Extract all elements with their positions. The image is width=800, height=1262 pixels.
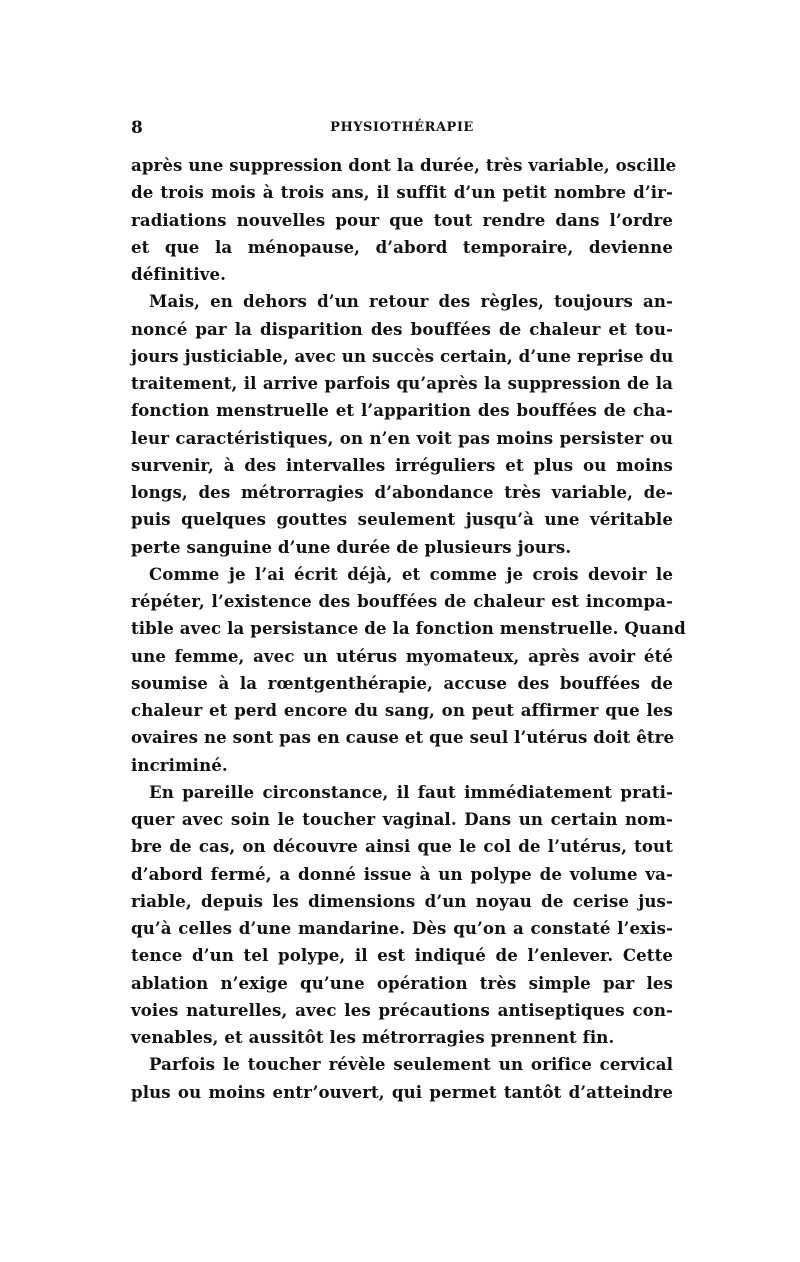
text-line: Parfois le toucher révèle seulement un orifice cervical	[149, 1054, 673, 1075]
text-line: voies naturelles, avec les précautions antiseptiques con-	[131, 999, 673, 1020]
text-line: ovaires ne sont pas en cause et que seul l’utérus doit être	[131, 727, 675, 748]
text-line: perte sanguine d’une durée de plusieurs jours.	[131, 536, 572, 557]
text-line: bre de cas, on découvre ainsi que le col de l’utérus, tout	[131, 836, 673, 857]
text-line: de trois mois à trois ans, il suffit d’un petit nombre d’ir-	[131, 182, 673, 203]
text-line: après une suppression dont la durée, très variable, oscille	[131, 155, 677, 175]
text-line: d’abord fermé, a donné issue à un polype de volume va-	[131, 863, 673, 884]
text-line: fonction menstruelle et l’apparition des bouffées de cha-	[131, 400, 673, 421]
text-line: plus ou moins entr’ouvert, qui permet tantôt d’atteindre	[131, 1081, 673, 1102]
text-line: Comme je l’ai écrit déjà, et comme je crois devoir le	[149, 563, 673, 584]
running-title: PHYSIOTHÉRAPIE	[330, 120, 474, 135]
text-line: incriminé.	[131, 754, 228, 775]
text-line: puis quelques gouttes seulement jusqu’à une véritable	[131, 509, 673, 530]
text-line: traitement, il arrive parfois qu’après la suppression de la	[131, 373, 673, 393]
text-line: jours justiciable, avec un succès certain, d’une reprise du	[131, 345, 674, 366]
text-line: En pareille circonstance, il faut immédiatement prati-	[149, 781, 673, 802]
text-line: quer avec soin le toucher vaginal. Dans un certain nom-	[131, 809, 673, 829]
text-line: tence d’un tel polype, il est indiqué de l’enlever. Cette	[131, 945, 673, 966]
page-number: 8	[131, 118, 143, 138]
text-line: survenir, à des intervalles irréguliers et plus ou moins	[131, 454, 673, 475]
text-line: venables, et aussitôt les métrorragies prennent fin.	[131, 1027, 615, 1047]
body-text	[131, 152, 686, 1106]
text-line: ablation n’exige qu’une opération très simple par les	[131, 972, 673, 993]
text-line: qu’à celles d’une mandarine. Dès qu’on a constaté l’exis-	[131, 918, 673, 938]
text-line: répéter, l’existence des bouffées de chaleur est incompa-	[131, 591, 673, 611]
text-line: Mais, en dehors d’un retour des règles, toujours an-	[149, 291, 673, 312]
text-line: soumise à la rœntgenthérapie, accuse des bouffées de	[131, 672, 673, 693]
text-line: chaleur et perd encore du sang, on peut affirmer que les	[131, 700, 673, 720]
running-head	[131, 118, 673, 142]
text-line: et que la ménopause, d’abord temporaire, devienne	[131, 236, 673, 257]
text-line: radiations nouvelles pour que tout rendre dans l’ordre	[131, 209, 673, 230]
text-line: riable, depuis les dimensions d’un noyau de cerise jus-	[131, 890, 673, 911]
book-page	[131, 118, 686, 1106]
text-line: noncé par la disparition des bouffées de chaleur et tou-	[131, 318, 673, 339]
text-line: une femme, avec un utérus myomateux, après avoir été	[131, 645, 673, 666]
text-line: leur caractéristiques, on n’en voit pas moins persister ou	[131, 427, 673, 448]
text-line: définitive.	[131, 264, 227, 284]
text-line: tible avec la persistance de la fonction menstruelle. Quand	[131, 618, 686, 639]
text-line: longs, des métrorragies d’abondance très variable, de-	[131, 482, 673, 502]
